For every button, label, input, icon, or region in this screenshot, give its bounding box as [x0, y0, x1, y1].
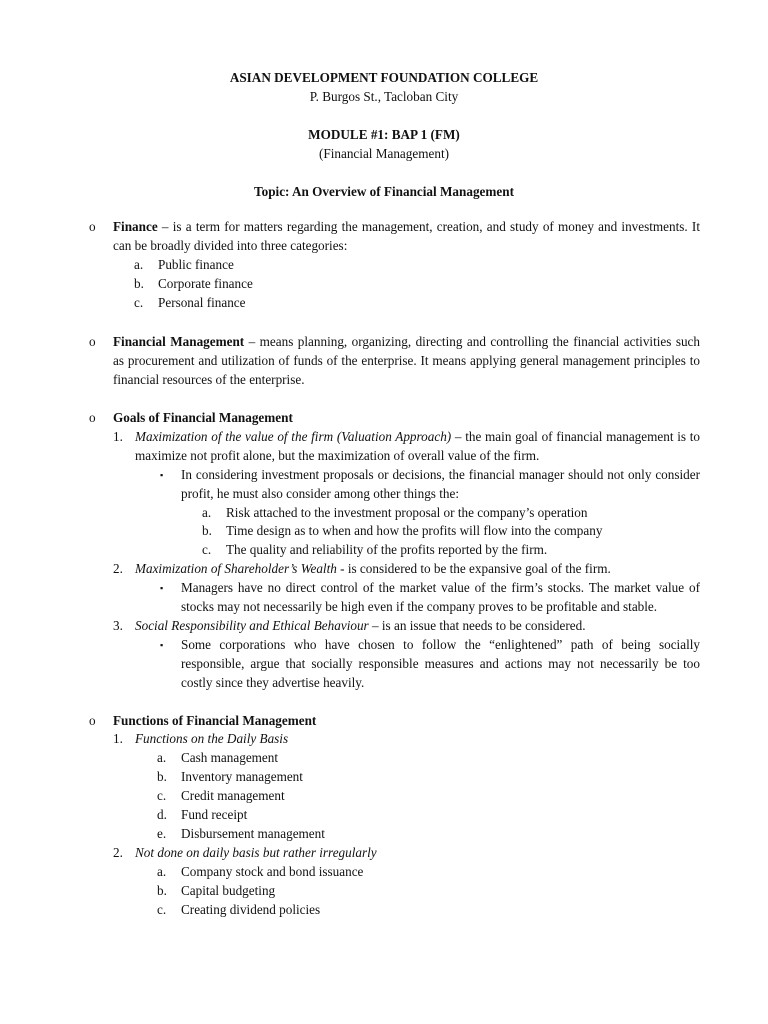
college-name: ASIAN DEVELOPMENT FOUNDATION COLLEGE [229, 70, 539, 85]
college-address: P. Burgos St., Tacloban City [309, 89, 459, 104]
list-item: b. Time design as to when and how the profits will flow into the company [202, 523, 603, 539]
list-item: a. Public finance [134, 256, 234, 272]
module-title: MODULE #1: BAP 1 (FM) [308, 127, 460, 142]
financial-management-definition: Financial Management – means planning, organizing, directing and controlling the financial activities such as procurement and utilization of funds of the enterprise. It means applying general management principles to financial resources of the enterprise. [113, 334, 700, 388]
bullet-marker: o [89, 334, 96, 350]
financial-management-term: Financial Management [113, 334, 245, 350]
financial-management-section [89, 333, 700, 390]
bullet-marker: o [89, 219, 96, 234]
goal-item-1: 1. Maximization of the value of the firm (Valuation Approach) – the main goal of financial management is to maximize not profit alone, but the maximization of overall value of the firm. [113, 428, 700, 463]
topic-title: Topic: An Overview of Financial Management [254, 184, 514, 199]
square-bullet: ▪ [160, 583, 164, 594]
finance-text: – is a term for matters regarding the management, creation, and study of money and investments. It can be broadly divided into three categories: [113, 219, 700, 253]
list-item: b. Capital budgeting [157, 882, 276, 898]
list-item: a. Cash management [157, 750, 279, 766]
functions-section [89, 712, 700, 920]
list-item: c. The quality and reliability of the profits reported by the firm. [202, 542, 548, 558]
square-bullet: ▪ [160, 639, 164, 650]
goals-heading: Goals of Financial Management [113, 410, 293, 426]
bullet-marker: o [89, 410, 96, 426]
finance-section [89, 218, 700, 313]
finance-definition [113, 218, 700, 256]
list-item: d. Fund receipt [157, 807, 248, 823]
goal-item-3: 3. Social Responsibility and Ethical Behaviour – is an issue that needs to be considered. [113, 618, 586, 633]
list-item: c. Personal finance [134, 294, 246, 310]
course-name: (Financial Management) [319, 146, 449, 161]
function-item-1: 1. Functions on the Daily Basis [113, 731, 289, 747]
list-item: b. Corporate finance [134, 275, 253, 291]
document-body [0, 218, 768, 919]
list-item: c. Creating dividend policies [157, 901, 321, 917]
goal-3-note: ▪ Some corporations who have chosen to follow the “enlightened” path of being socially responsible, argue that socially responsible measures and actions may not necessarily be too costly since they advertise heavily. [160, 636, 700, 690]
list-item: e. Disbursement management [157, 825, 325, 841]
goal-1-note: ▪ In considering investment proposals or decisions, the financial manager should not only consider profit, he must also consider among other things the: [160, 466, 700, 501]
list-item: a. Company stock and bond issuance [157, 863, 364, 879]
document-header [0, 69, 768, 202]
functions-heading: Functions of Financial Management [113, 712, 317, 728]
finance-term: Finance [113, 219, 158, 234]
list-item: c. Credit management [157, 788, 285, 804]
goal-2-note: ▪ Managers have no direct control of the market value of the firm’s stocks. The market value of stocks may not necessarily be high even if the company proves to be profitable and stable. [160, 580, 700, 615]
list-item: b. Inventory management [157, 769, 303, 785]
list-item: a. Risk attached to the investment proposal or the company’s operation [202, 504, 588, 520]
bullet-marker: o [89, 712, 96, 728]
goal-item-2: 2. Maximization of Shareholder’s Wealth - is considered to be the expansive goal of the firm. [113, 561, 611, 577]
square-bullet: ▪ [160, 469, 164, 480]
function-item-2: 2. Not done on daily basis but rather irregularly [113, 844, 377, 860]
goals-section [89, 409, 700, 693]
